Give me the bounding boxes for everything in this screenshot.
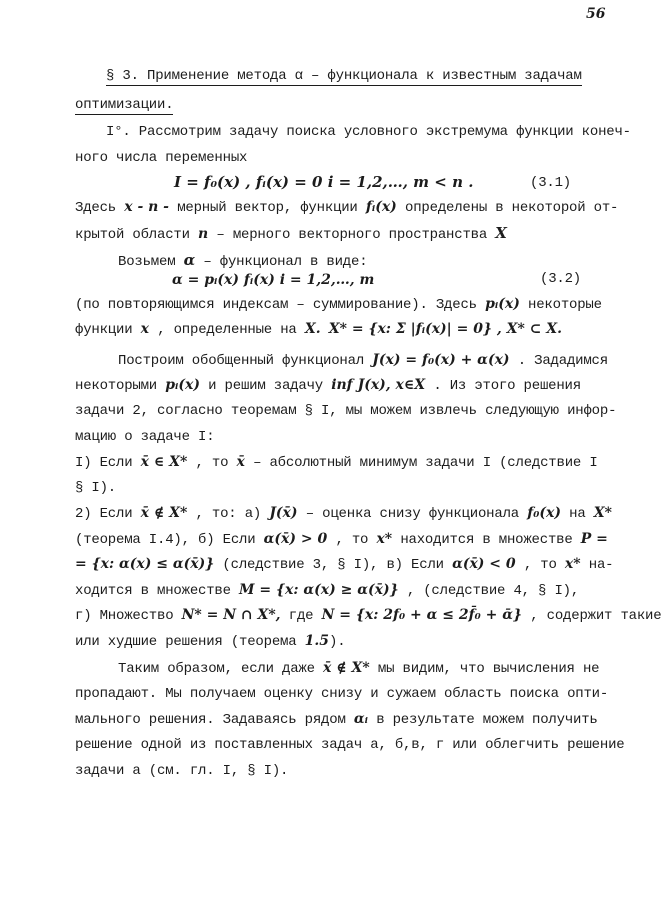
text-line: или худшие решения (теорема 1.5).: [75, 633, 346, 650]
equation-number: (3.1): [530, 175, 572, 191]
page-number: 56: [586, 6, 606, 22]
text-line: Построим обобщенный функционал J(x) = f₀(x) + α(x) . Зададимся: [118, 352, 608, 369]
text-line: крытой области n – мерного векторного пространства X: [75, 224, 507, 243]
text-line: решение одной из поставленных задач а, б,в, г или облегчить решение: [75, 737, 625, 753]
text-line: I) Если x̄ ∈ X* , то x̄ – абсолютный минимум задачи I (следствие I: [75, 454, 598, 471]
text-line: § I).: [75, 480, 117, 496]
text-line: задачи 2, согласно теоремам § I, мы можем извлечь следующую инфор-: [75, 403, 617, 419]
text-line: Таким образом, если даже x̄ ∉ X* мы видим, что вычисления не: [118, 660, 600, 677]
text-line: функции x , определенные на X. X* = {x: Σ |fᵢ(x)| = 0} , X* ⊂ X.: [75, 321, 563, 338]
text-line: I°. Рассмотрим задачу поиска условного экстремума функции конеч-: [106, 124, 631, 140]
text-line: мацию о задаче I:: [75, 429, 215, 445]
equation-3-1: I = f₀(x) , fᵢ(x) = 0 i = 1,2,…, m < n .: [174, 173, 474, 191]
text-line: (теорема I.4), б) Если α(x̄) > 0 , то x* находится в множестве P =: [75, 531, 608, 548]
text-line: Здесь x - n - мерный вектор, функции fᵢ(x) определены в некоторой от-: [75, 199, 619, 216]
section-heading-line2: оптимизации.: [75, 97, 174, 113]
equation-3-2: α = pᵢ(x) fᵢ(x) i = 1,2,…, m: [172, 272, 375, 288]
text-line: = {x: α(x) ≤ α(x̄)} (следствие 3, § I), в) Если α(x̄) < 0 , то x* на-: [75, 556, 614, 573]
text-line: 2) Если x̄ ∉ X* , то: а) J(x̄) – оценка снизу функционала f₀(x) на X*: [75, 505, 612, 522]
text-line: ного числа переменных: [75, 150, 248, 166]
equation-number: (3.2): [540, 271, 582, 287]
section-heading-line1: § 3. Применение метода α – функционала к известным задачам: [106, 68, 582, 84]
text-line: мального решения. Задаваясь рядом αᵢ в результате можем получить: [75, 711, 598, 728]
text-line: г) Множество N* = N ∩ X*, где N = {x: 2f₀ + α ≤ 2f̄₀ + ᾱ} , содержит такие: [75, 607, 662, 624]
text-line: задачи а (см. гл. I, § I).: [75, 763, 289, 779]
text-line: (по повторяющимся индексам – суммирование). Здесь pᵢ(x) некоторые: [75, 296, 602, 313]
text-line: ходится в множестве M = {x: α(x) ≥ α(x̄)} , (следствие 4, § I),: [75, 582, 580, 599]
text-line: пропадают. Мы получаем оценку снизу и сужаем область поиска опти-: [75, 686, 609, 702]
text-line: некоторыми pᵢ(x) и решим задачу inf J(x), x∈X . Из этого решения: [75, 377, 581, 394]
text-line: Возьмем α – функционал в виде:: [118, 251, 368, 270]
